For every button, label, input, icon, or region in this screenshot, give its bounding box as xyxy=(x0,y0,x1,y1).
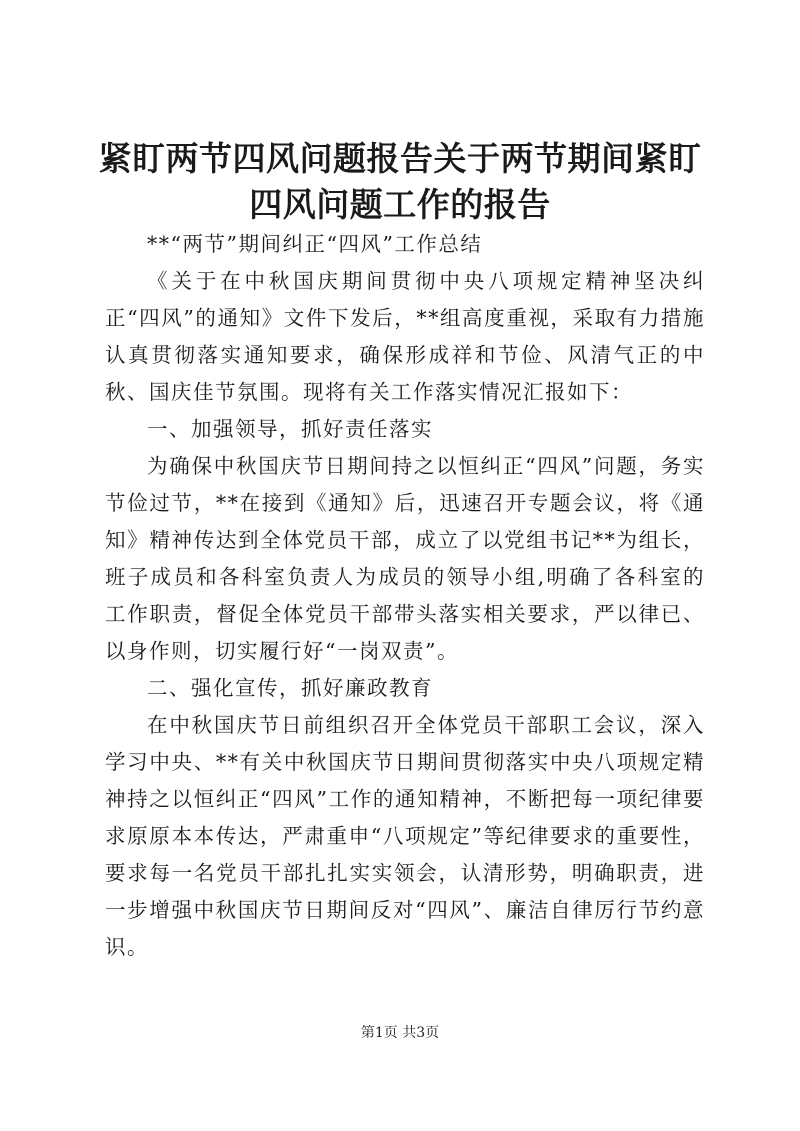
section-2-paragraph: 在中秋国庆节日前组织召开全体党员干部职工会议，深入学习中央、**有关中秋国庆节日期间贯彻落实中央八项规定精神持之以恒纠正“四风”工作的通知精神，不断把每一项纪律要求原原本本传达，严肃重申“八项规定”等纪律要求的重要性，要求每一名党员干部扎扎实实领会，认清形势，明确职责，进一步增强中秋国庆节日期间反对“四风”、廉洁自律厉行节约意识。 xyxy=(105,713,705,959)
document-body xyxy=(105,226,705,966)
section-subtitle: **“两节”期间纠正“四风”工作总结 xyxy=(147,232,483,256)
intro-paragraph: 《关于在中秋国庆期间贯彻中央八项规定精神坚决纠正“四风”的通知》文件下发后，**组高度重视，采取有力措施认真贯彻落实通知要求，确保形成祥和节俭、风清气正的中秋、国庆佳节氛围。现将有关工作落实情况汇报如下： xyxy=(105,269,705,404)
section-1-paragraph: 为确保中秋国庆节日期间持之以恒纠正“四风”问题，务实节俭过节，**在接到《通知》后，迅速召开专题会议，将《通知》精神传达到全体党员干部，成立了以党组书记**为组长，班子成员和各科室负责人为成员的领导小组,明确了各科室的工作职责，督促全体党员干部带头落实相关要求，严以律已、以身作则，切实履行好“一岗双责”。 xyxy=(105,454,705,663)
document-title: 紧盯两节四风问题报告关于两节期间紧盯四风问题工作的报告 xyxy=(98,139,702,224)
page-number-footer: 第1页 共3页 xyxy=(360,1025,440,1041)
section-heading-1: 一、加强领导，抓好责任落实 xyxy=(147,417,434,441)
section-heading-2: 二、强化宣传，抓好廉政教育 xyxy=(147,676,434,700)
